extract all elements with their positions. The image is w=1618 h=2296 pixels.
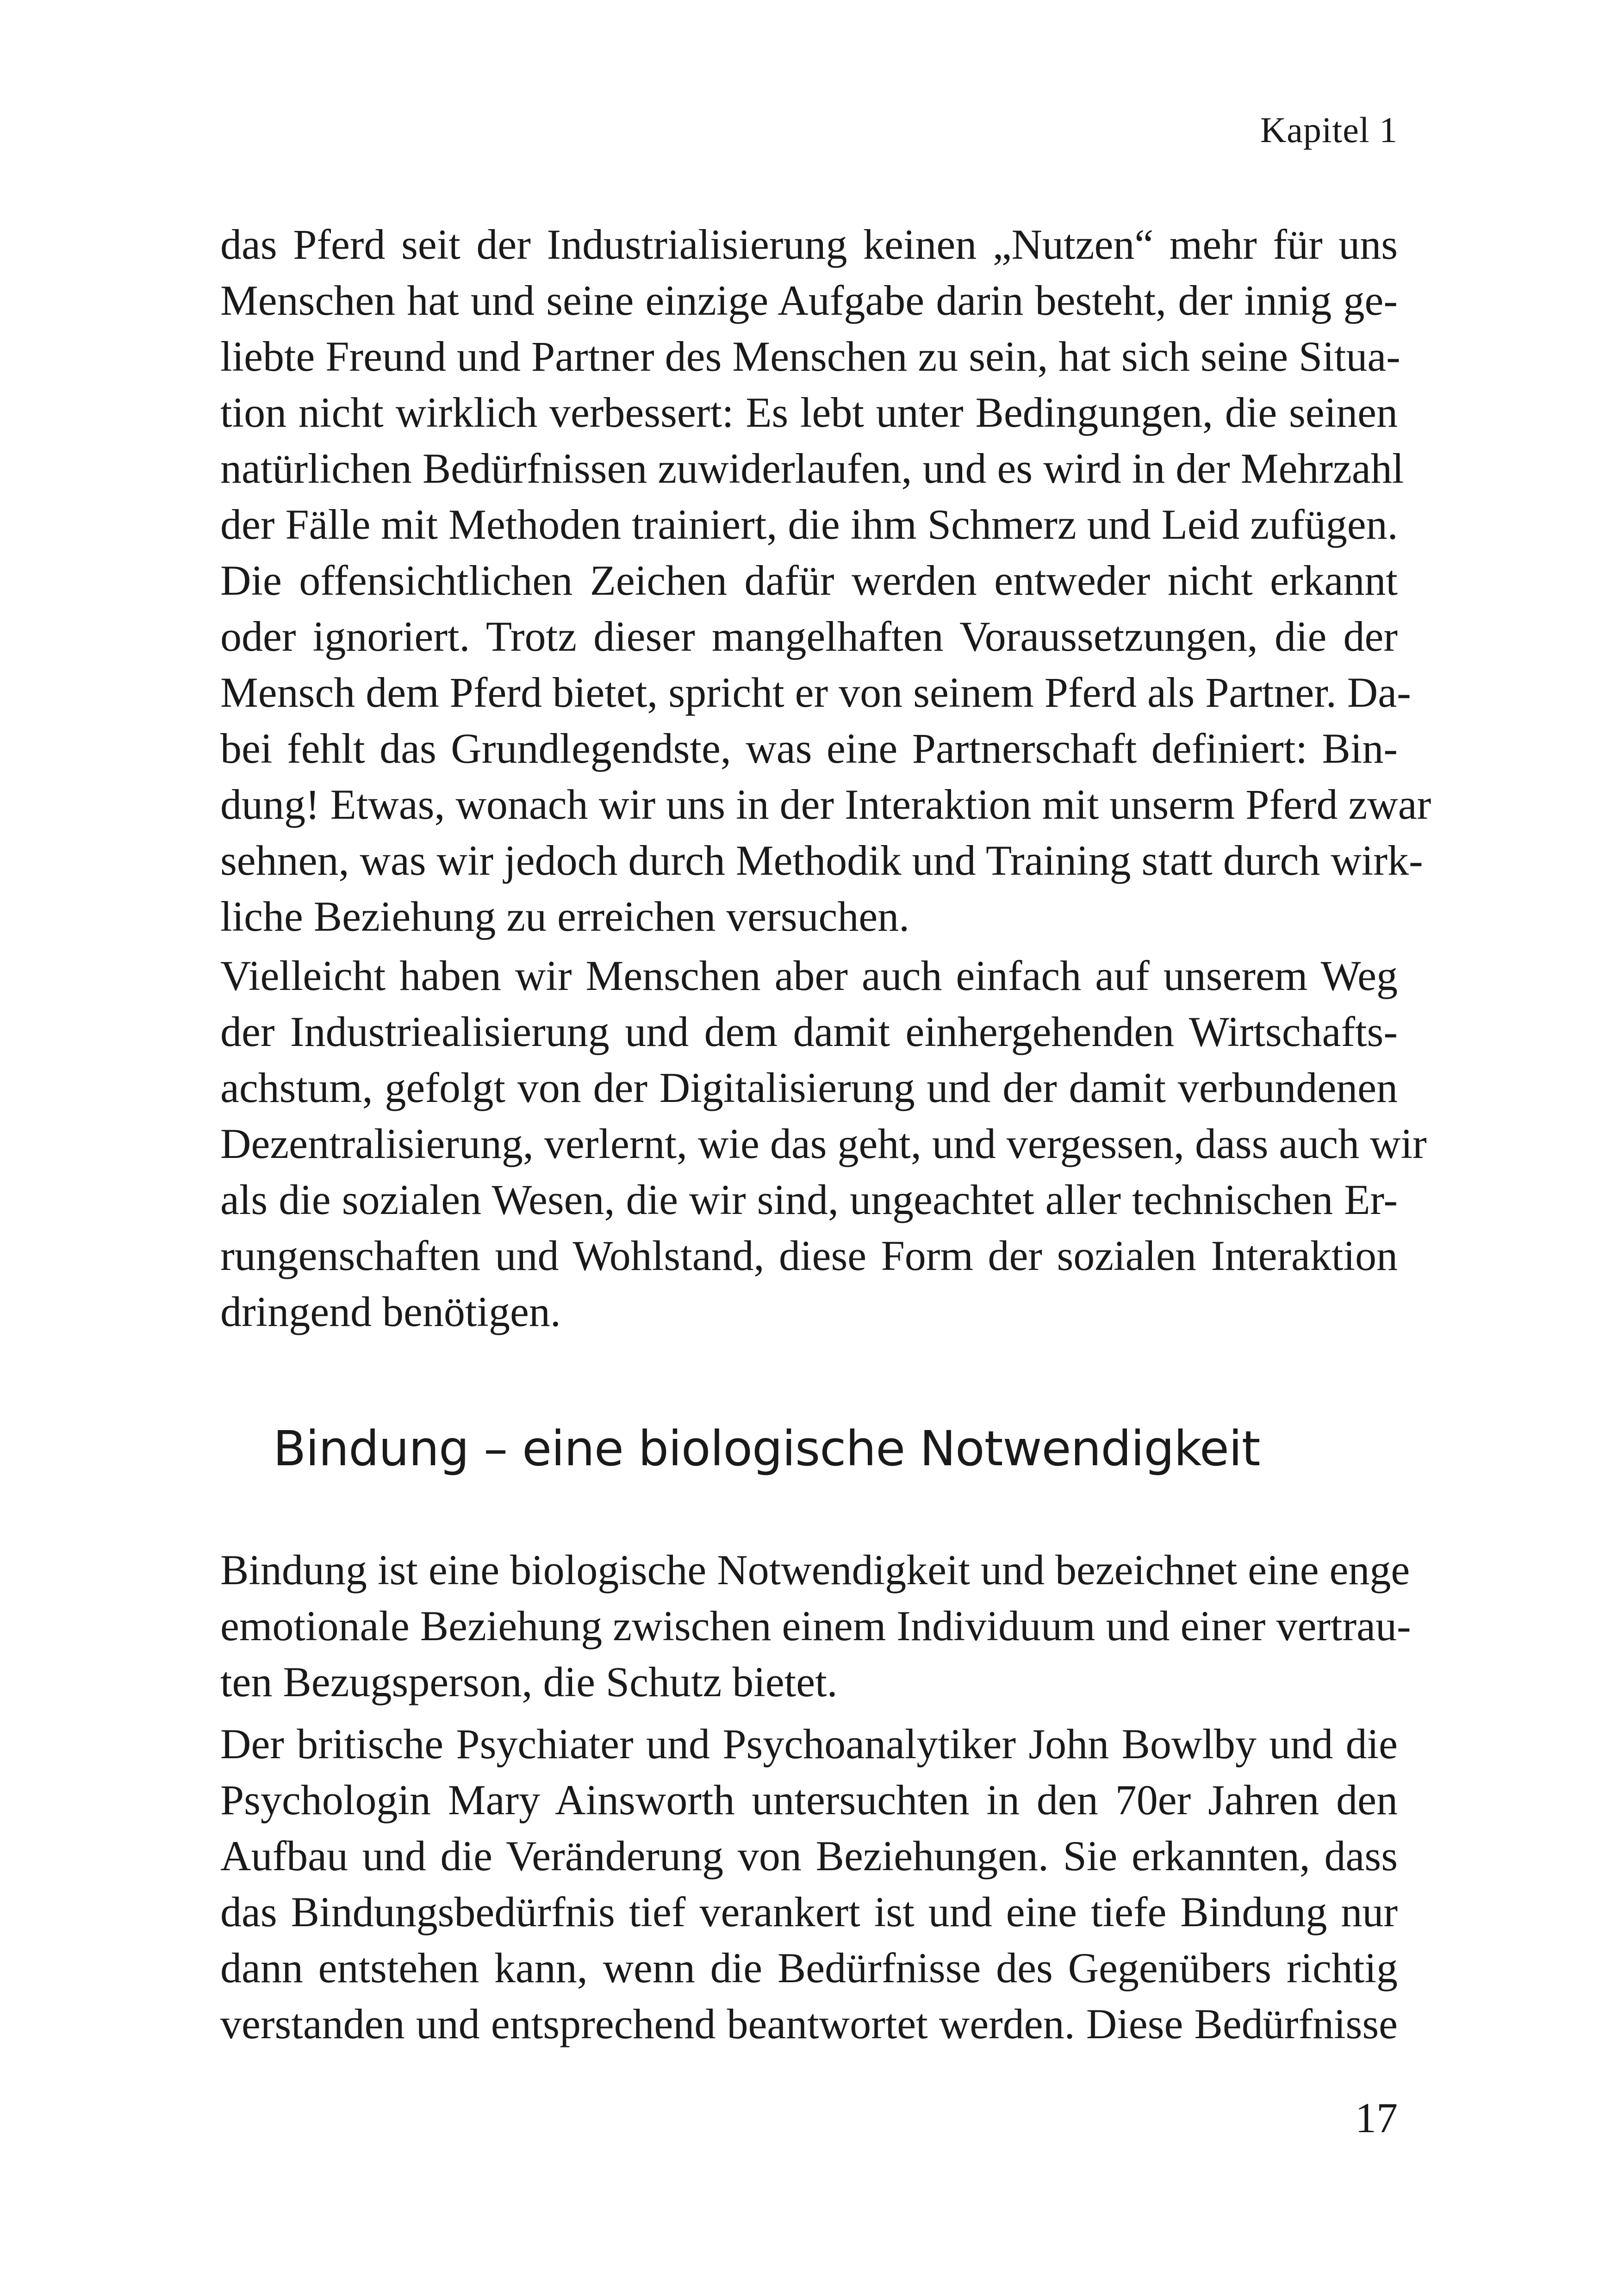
- text-line: emotionale Beziehung zwischen einem Individuum und einer vertrau-: [220, 1602, 1411, 1649]
- text-line: dung! Etwas, wonach wir uns in der Interaktion mit unserm Pferd zwar: [220, 781, 1431, 828]
- text-line: das Bindungsbedürfnis tief verankert ist und eine tiefe Bindung nur: [220, 1888, 1398, 1935]
- text-line: bei fehlt das Grundlegendste, was eine Partnerschaft definiert: Bin-: [220, 725, 1398, 772]
- page-number: 17: [1355, 2094, 1398, 2141]
- text-line: Mensch dem Pferd bietet, spricht er von seinem Pferd als Partner. Da-: [220, 669, 1411, 716]
- text-line: liebte Freund und Partner des Menschen zu sein, hat sich seine Situa-: [220, 333, 1400, 380]
- text-line: der Industriealisierung und dem damit einhergehenden Wirtschafts-: [220, 1008, 1398, 1055]
- text-line: der Fälle mit Methoden trainiert, die ihm Schmerz und Leid zufügen.: [220, 501, 1398, 548]
- section-heading: Bindung – eine biologische Notwendigkeit: [273, 1420, 1260, 1477]
- running-head: Kapitel 1: [1260, 110, 1398, 150]
- text-line: ten Bezugsperson, die Schutz bietet.: [220, 1658, 838, 1705]
- text-line: Bindung ist eine biologische Notwendigkeit und bezeichnet eine enge: [220, 1546, 1410, 1593]
- text-line: verstanden und entsprechend beantwortet werden. Diese Bedürfnisse: [220, 2000, 1398, 2047]
- text-line: sehnen, was wir jedoch durch Methodik und Training statt durch wirk-: [220, 837, 1423, 884]
- paragraph: [220, 948, 1427, 1340]
- text-line: das Pferd seit der Industrialisierung keinen „Nutzen“ mehr für uns: [220, 221, 1398, 268]
- text-line: Die offensichtlichen Zeichen dafür werden entweder nicht erkannt: [220, 557, 1398, 604]
- text-line: Menschen hat und seine einzige Aufgabe darin besteht, der innig ge-: [220, 277, 1398, 324]
- paragraph: [220, 1716, 1398, 2052]
- text-line: Vielleicht haben wir Menschen aber auch einfach auf unserem Weg: [220, 952, 1398, 999]
- text-line: Psychologin Mary Ainsworth untersuchten in den 70er Jahren den: [220, 1776, 1398, 1823]
- text-line: liche Beziehung zu erreichen versuchen.: [220, 893, 910, 940]
- text-line: rungenschaften und Wohlstand, diese Form der sozialen Interaktion: [220, 1232, 1398, 1279]
- text-line: dann entstehen kann, wenn die Bedürfnisse des Gegenübers richtig: [220, 1944, 1398, 1991]
- text-line: Aufbau und die Veränderung von Beziehungen. Sie erkannten, dass: [220, 1832, 1398, 1879]
- text-line: natürlichen Bedürfnissen zuwiderlaufen, und es wird in der Mehrzahl: [220, 445, 1404, 492]
- text-line: Dezentralisierung, verlernt, wie das geht, und vergessen, dass auch wir: [220, 1120, 1427, 1167]
- text-line: tion nicht wirklich verbessert: Es lebt unter Bedingungen, die seinen: [220, 389, 1398, 436]
- text-line: dringend benötigen.: [220, 1288, 561, 1335]
- paragraph: [220, 217, 1431, 945]
- text-line: Der britische Psychiater und Psychoanalytiker John Bowlby und die: [220, 1720, 1398, 1767]
- paragraph: [220, 1542, 1411, 1710]
- text-line: oder ignoriert. Trotz dieser mangelhaften Voraussetzungen, die der: [220, 613, 1398, 660]
- text-line: achstum, gefolgt von der Digitalisierung und der damit verbundenen: [220, 1064, 1398, 1111]
- text-line: als die sozialen Wesen, die wir sind, ungeachtet aller technischen Er-: [220, 1176, 1398, 1223]
